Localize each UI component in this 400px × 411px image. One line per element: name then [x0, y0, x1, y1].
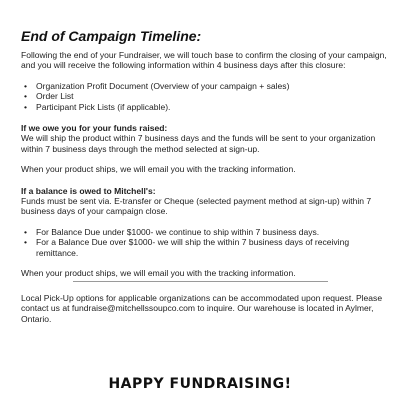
list-item: • For a Balance Due over $1000- we will ship the within 7 business days of receiving remittance.: [21, 237, 387, 258]
spacer: [21, 154, 387, 164]
spacer: [21, 217, 387, 227]
closure-documents-list: [21, 81, 387, 112]
owe-section-body: We will ship the product within 7 business days and the funds will be sent to your organization within 7 business days through the method selected at sign-up.: [21, 133, 376, 154]
page-title: End of Campaign Timeline:: [21, 28, 202, 44]
intro-paragraph: Following the end of your Fundraiser, we will touch base to confirm the closing of your campaign, and you will receive the following information within 4 business days after this closure:: [21, 50, 387, 71]
spacer: [21, 112, 387, 123]
document-body: [21, 50, 387, 279]
spacer: [21, 258, 387, 268]
owe-section-tracking: When your product ships, we will email you with the tracking information.: [21, 164, 296, 175]
balance-section-body: Funds must be sent via. E-transfer or Cheque (selected payment method at sign-up) within 7 business days of your campaign close.: [21, 196, 372, 217]
owe-section-heading: If we owe you for your funds raised:: [21, 123, 168, 134]
spacer: [21, 71, 387, 81]
list-item: • For Balance Due under $1000- we continue to ship within 7 business days.: [21, 227, 387, 237]
list-item: • Order List: [21, 91, 387, 101]
list-item: • Organization Profit Document (Overview of your campaign + sales): [21, 81, 387, 91]
balance-due-list: [21, 227, 387, 258]
closing-banner: HAPPY FUNDRAISING!: [108, 376, 292, 392]
balance-section-tracking: When your product ships, we will email you with the tracking information.: [21, 268, 296, 279]
pickup-note: Local Pick-Up options for applicable organizations can be accommodated upon request. Please contact us at fundraise@mitchellssoupco.com to inquire. Our warehouse is located in Aylmer, Ontario.: [21, 293, 383, 324]
list-item: • Participant Pick Lists (if applicable).: [21, 102, 387, 112]
section-divider: [73, 281, 328, 282]
spacer: [21, 175, 387, 186]
balance-section-heading: If a balance is owed to Mitchell's:: [21, 185, 156, 196]
